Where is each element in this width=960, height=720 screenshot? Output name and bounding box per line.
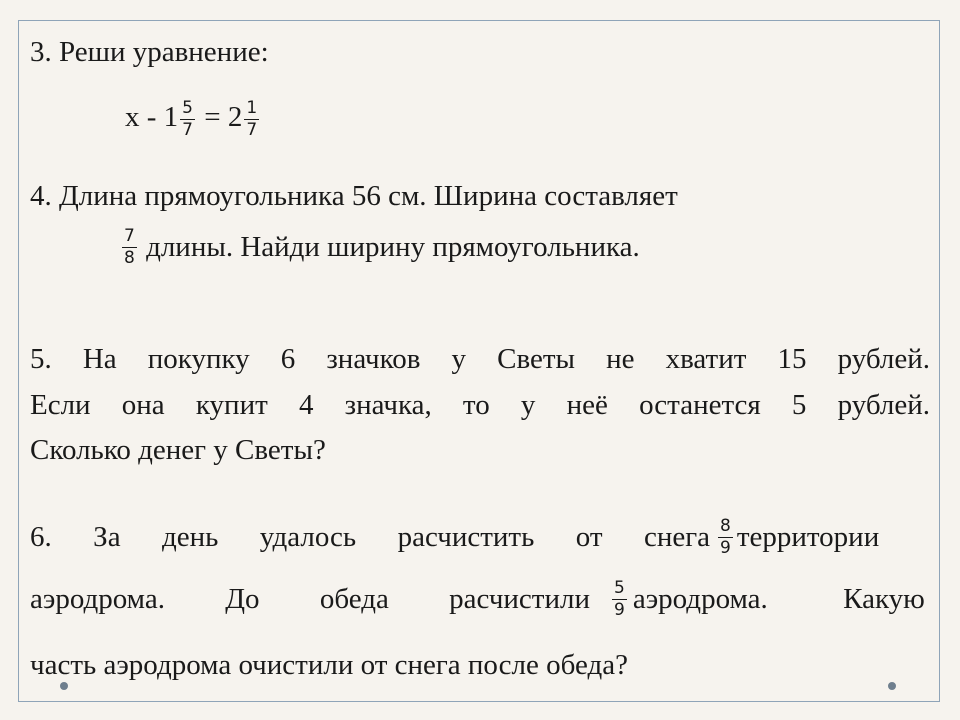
task6-line1-text: 6. За день удалось расчистить от снега <box>30 521 710 553</box>
task4-line2-text: длины. Найди ширину прямоугольника. <box>146 231 640 263</box>
fraction-1-7 <box>244 100 259 139</box>
task4-line1: 4. Длина прямоугольника 56 см. Ширина составляет <box>30 180 678 212</box>
task6-line1-end: территории <box>736 521 880 553</box>
fraction-numerator: 5 <box>614 578 625 598</box>
fraction-denominator: 9 <box>720 538 731 558</box>
fraction-numerator: 5 <box>182 98 193 118</box>
equation-middle: = 2 <box>197 101 243 134</box>
bullet-dot-left <box>60 682 68 690</box>
fraction-denominator: 7 <box>246 120 258 140</box>
equation-left: x - 1 <box>125 101 179 134</box>
fraction-denominator: 9 <box>614 600 625 620</box>
task5-line2: Если она купит 4 значка, то у неё останется 5 рублей. <box>30 389 930 421</box>
fraction-numerator: 1 <box>246 98 258 118</box>
task6-line2-end: аэродрома. Какую <box>632 583 925 615</box>
task6-line3: часть аэродрома очистили от снега после обеда? <box>30 649 628 681</box>
fraction-denominator: 8 <box>124 248 135 268</box>
task6-line1 <box>30 518 930 557</box>
fraction-denominator: 7 <box>182 120 193 140</box>
fraction-7-8 <box>122 228 137 267</box>
fraction-8-9 <box>718 518 733 557</box>
task3-equation <box>125 100 261 139</box>
task5-line3: Сколько денег у Светы? <box>30 434 326 466</box>
fraction-5-7 <box>180 100 195 139</box>
task5-line1: 5. На покупку 6 значков у Светы не хватит 15 рублей. <box>30 343 930 375</box>
fraction-5-9 <box>612 580 627 619</box>
bullet-dot-right <box>888 682 896 690</box>
task3-title: 3. Реши уравнение: <box>30 36 269 68</box>
task4-line2 <box>120 228 640 267</box>
task6-line2 <box>30 580 930 619</box>
task6-line2-text: аэродрома. До обеда расчистили <box>30 583 590 615</box>
fraction-numerator: 7 <box>124 226 135 246</box>
fraction-numerator: 8 <box>720 516 731 536</box>
